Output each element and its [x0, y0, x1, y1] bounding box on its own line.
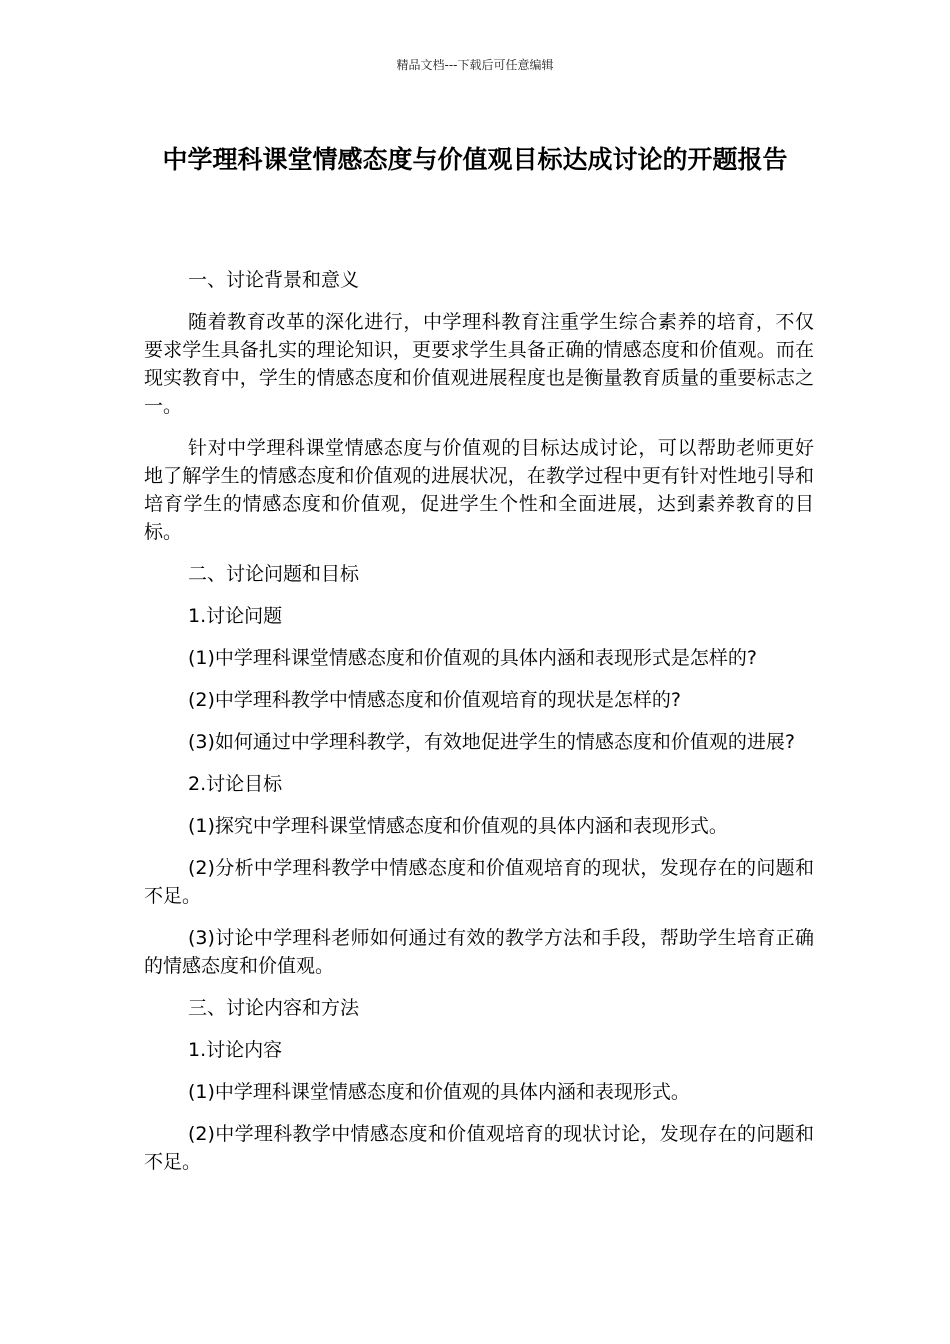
- paragraph-background-2: 针对中学理科课堂情感态度与价值观的目标达成讨论，可以帮助老师更好地了解学生的情感态度和价值观的进展状况，在教学过程中更有针对性地引导和培育学生的情感态度和价值观，促进学生个性和全面进展，达到素养教育的目标。: [144, 437, 814, 543]
- goal-item-2: (2)分析中学理科教学中情感态度和价值观培育的现状，发现存在的问题和不足。: [144, 857, 814, 907]
- paragraph-background-1: 随着教育改革的深化进行，中学理科教育注重学生综合素养的培育，不仅要求学生具备扎实的理论知识，更要求学生具备正确的情感态度和价值观。而在现实教育中，学生的情感态度和价值观进展程度也是衡量教育质量的重要标志之一。: [144, 311, 814, 417]
- subheading-content: 1.讨论内容: [188, 1039, 283, 1061]
- question-item-3: (3)如何通过中学理科教学，有效地促进学生的情感态度和价值观的进展?: [188, 731, 795, 753]
- page-header: 精品文档---下载后可任意编辑: [396, 58, 554, 72]
- subheading-questions: 1.讨论问题: [188, 605, 283, 627]
- question-item-1: (1)中学理科课堂情感态度和价值观的具体内涵和表现形式是怎样的?: [188, 647, 757, 669]
- goal-item-1: (1)探究中学理科课堂情感态度和价值观的具体内涵和表现形式。: [188, 815, 728, 837]
- subheading-goals: 2.讨论目标: [188, 773, 283, 795]
- document-body: [144, 266, 814, 1190]
- goal-item-3: (3)讨论中学理科老师如何通过有效的教学方法和手段，帮助学生培育正确的情感态度和价值观。: [144, 927, 814, 977]
- content-item-2: (2)中学理科教学中情感态度和价值观培育的现状讨论，发现存在的问题和不足。: [144, 1123, 814, 1173]
- section-heading-content: 三、讨论内容和方法: [188, 997, 360, 1019]
- section-heading-questions: 二、讨论问题和目标: [188, 563, 360, 585]
- section-heading-background: 一、讨论背景和意义: [188, 269, 360, 291]
- content-item-1: (1)中学理科课堂情感态度和价值观的具体内涵和表现形式。: [188, 1081, 690, 1103]
- question-item-2: (2)中学理科教学中情感态度和价值观培育的现状是怎样的?: [188, 689, 681, 711]
- document-title: 中学理科课堂情感态度与价值观目标达成讨论的开题报告: [162, 145, 788, 174]
